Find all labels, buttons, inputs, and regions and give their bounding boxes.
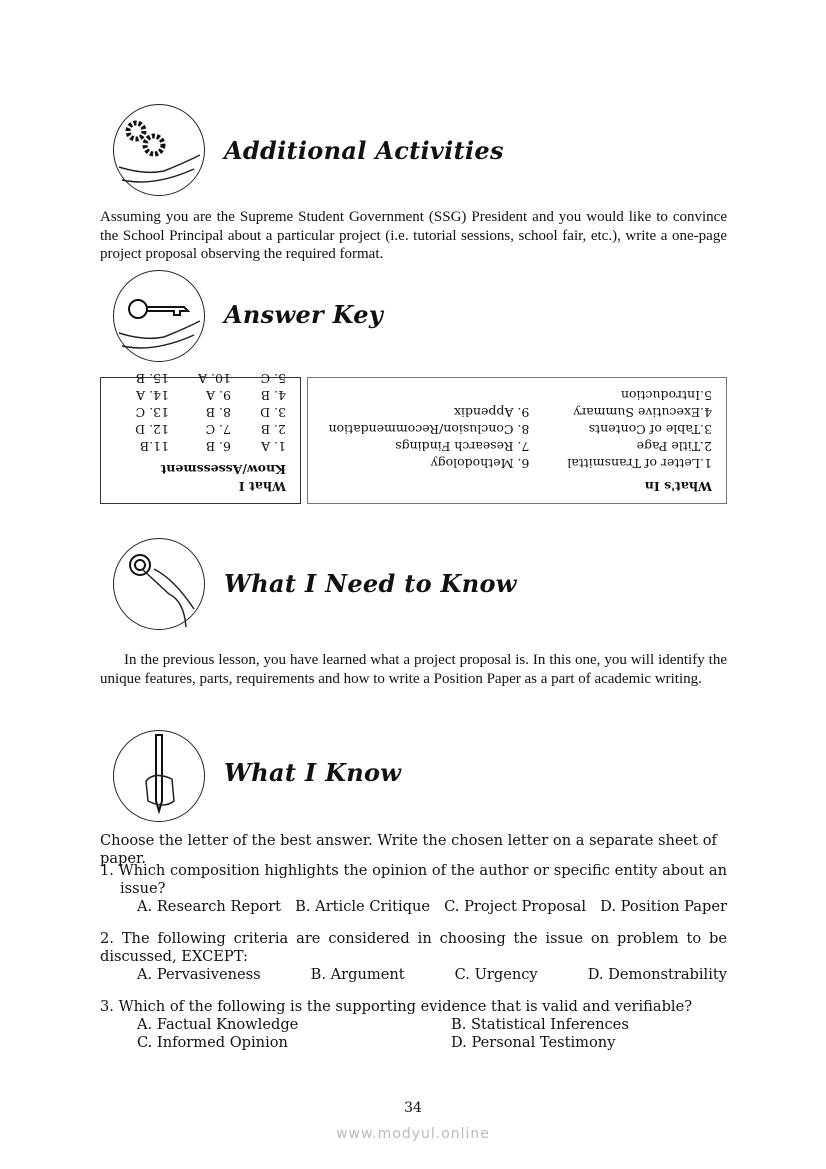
option: A. Research Report xyxy=(137,898,282,915)
option: D. Personal Testimony xyxy=(451,1034,616,1051)
answer-cell: 7. C xyxy=(205,422,231,437)
answer-cell: 1. A xyxy=(261,439,286,454)
answer-cell: 8. Conclusion/Recommendation xyxy=(328,422,530,437)
option: C. Urgency xyxy=(454,966,538,983)
answer-row xyxy=(115,387,286,404)
answer-cell: 6. Methodology xyxy=(430,456,530,471)
answer-row xyxy=(322,455,712,472)
answer-cell: 11.B xyxy=(139,439,169,454)
answer-row xyxy=(115,438,286,455)
answer-row xyxy=(322,438,712,455)
answer-cell: 6. B xyxy=(205,439,231,454)
answer-cell: 3. D xyxy=(260,405,286,420)
answer-cell: 5.Introduction xyxy=(620,388,712,403)
section-title: Answer Key xyxy=(224,300,384,329)
option: C. Project Proposal xyxy=(444,898,587,915)
section-title: What I Need to Know xyxy=(224,569,517,598)
answer-cell: 9. Appendix xyxy=(453,405,530,420)
question-text: 1. Which composition highlights the opinion of the author or specific entity about an issue? xyxy=(100,862,727,897)
option: B. Article Critique xyxy=(295,898,431,915)
option: A. Factual Knowledge xyxy=(137,1016,299,1033)
answer-cell: 10. A xyxy=(198,371,231,386)
instruction: Choose the letter of the best answer. Write the chosen letter on a separate sheet of paper. xyxy=(100,832,717,867)
box-heading: What's In xyxy=(644,479,712,494)
gears-hand-icon xyxy=(113,104,205,196)
page-number: 34 xyxy=(404,1100,422,1116)
answer-cell: 5. C xyxy=(260,371,286,386)
box-heading: What I Know/Assessment xyxy=(160,462,286,494)
key-hand-icon xyxy=(113,270,205,362)
option: A. Pervasiveness xyxy=(137,966,261,983)
option: C. Informed Opinion xyxy=(137,1034,288,1051)
answer-cell: 8. B xyxy=(205,405,231,420)
answer-row xyxy=(322,421,712,438)
additional-text: Assuming you are the Supreme Student Government (SSG) President and you would like to convince the School Principal about a particular project (i.e. tutorial sessions, school fair, etc.), write a one-page project proposal observing the required format. xyxy=(100,209,727,262)
answer-row xyxy=(115,370,286,387)
answer-cell: 12. D xyxy=(135,422,169,437)
answer-cell: 2.Title Page xyxy=(636,439,712,454)
answer-cell: 14. A xyxy=(136,388,169,403)
answer-cell: 9. A xyxy=(206,388,231,403)
section-title: What I Know xyxy=(224,758,402,787)
answer-cell: 13. C xyxy=(135,405,169,420)
option: B. Statistical Inferences xyxy=(451,1016,629,1033)
answer-cell: 7. Research Findings xyxy=(395,439,530,454)
answer-cell: 4. B xyxy=(260,388,286,403)
answer-row xyxy=(115,421,286,438)
answer-cell: 2. B xyxy=(260,422,286,437)
answer-row xyxy=(115,404,286,421)
answer-row xyxy=(322,404,712,421)
question-3 xyxy=(100,998,727,1052)
answer-cell xyxy=(322,387,529,404)
option: D. Demonstrability xyxy=(587,966,727,983)
pencil-hand-icon xyxy=(113,730,205,822)
answer-cell: 1.Letter of Transmittal xyxy=(567,456,712,471)
answer-cell: 15. B xyxy=(135,371,169,386)
question-2 xyxy=(100,930,727,984)
answer-box-whats-in xyxy=(307,377,727,504)
answer-row xyxy=(322,387,712,404)
question-text: 3. Which of the following is the supporting evidence that is valid and verifiable? xyxy=(100,998,693,1015)
section-title: Additional Activities xyxy=(224,136,504,165)
question-text: 2. The following criteria are considered in choosing the issue on problem to be discussed, EXCEPT: xyxy=(100,930,727,965)
watermark: www.modyul.online xyxy=(336,1126,490,1142)
option: B. Argument xyxy=(310,966,405,983)
option: D. Position Paper xyxy=(600,898,727,915)
answer-box-what-i-know xyxy=(100,371,301,504)
answer-cell: 4.Executive Summary xyxy=(573,405,712,420)
answer-cell: 3.Table of Contents xyxy=(588,422,712,437)
need-to-know-text: In the previous lesson, you have learned what a project proposal is. In this one, you will identify the unique features, parts, requirements and how to write a Position Paper as a part of academic writing. xyxy=(100,652,727,687)
question-1 xyxy=(100,862,727,916)
pointing-hand-icon xyxy=(113,538,205,630)
